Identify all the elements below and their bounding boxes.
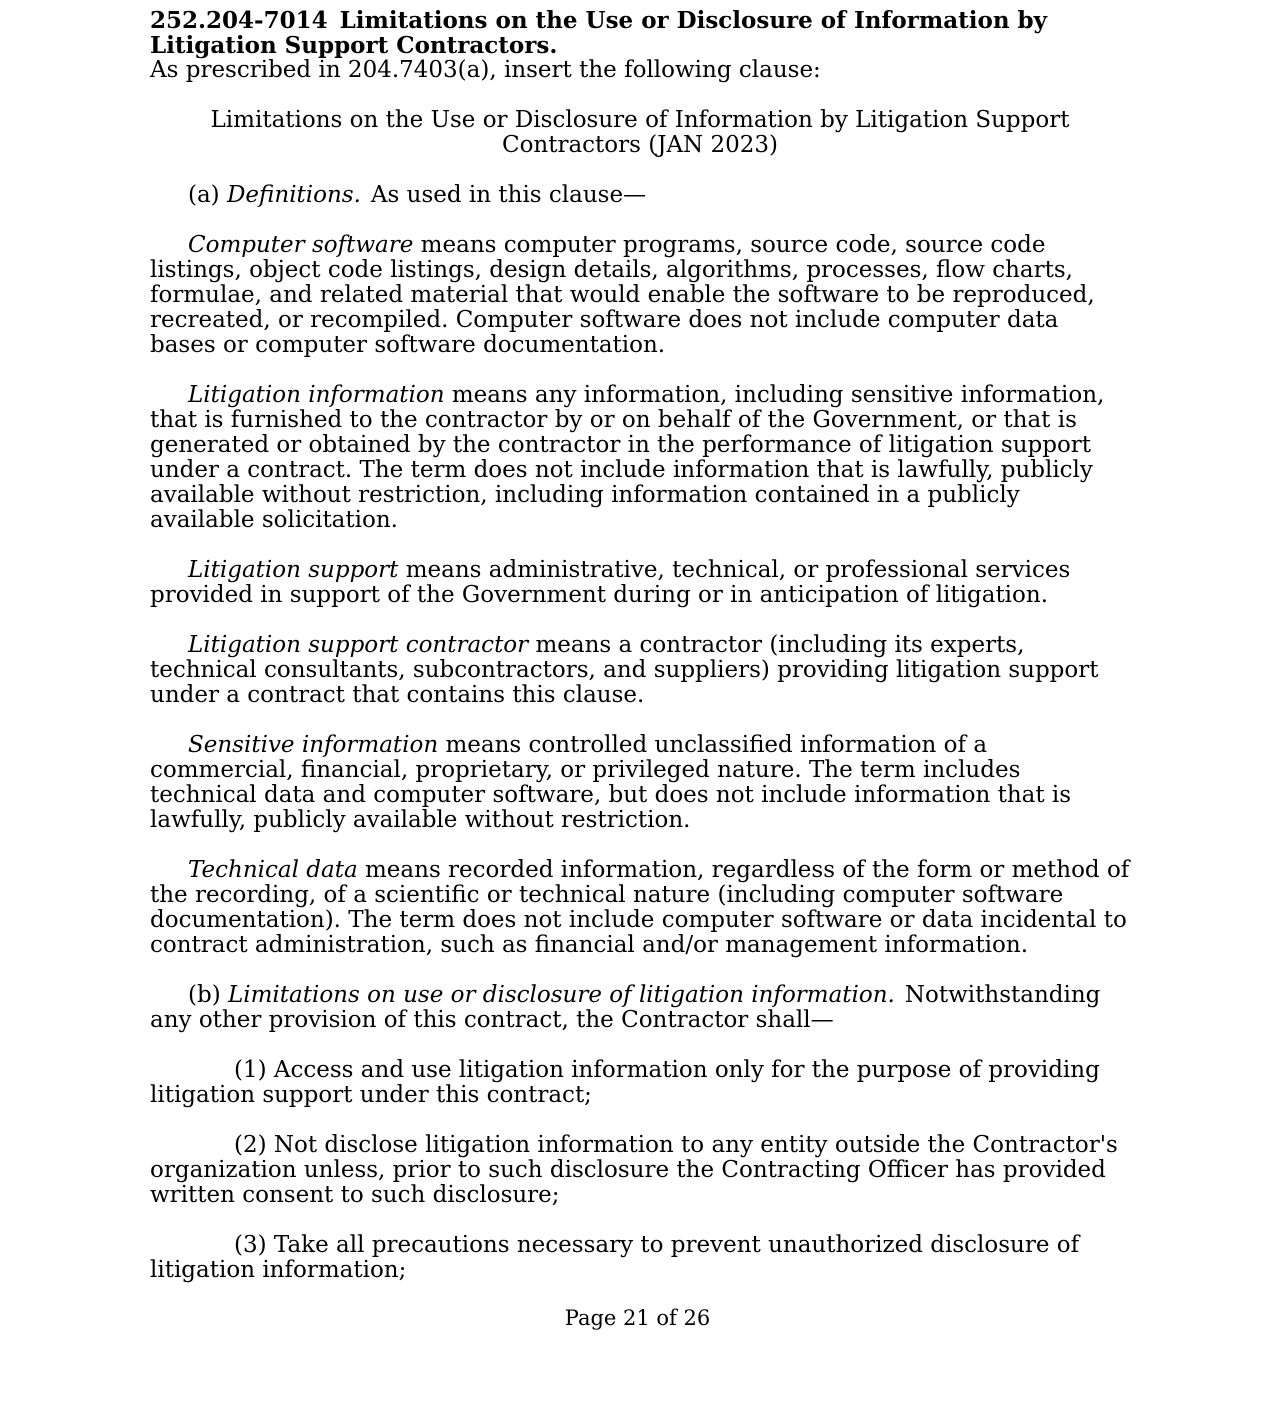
definition-text: means recorded information, regardless of the form or method of the recording, of a scientific or technical nature (including computer software documentation). The term does not include computer software or data incidental to contract administration, such as financial and/or management information. — [150, 857, 1130, 958]
paragraph-b-text: Notwithstanding any other provision of this contract, the Contractor shall— — [150, 982, 1101, 1033]
document-page — [150, 8, 1130, 1283]
definition-term: Computer software — [188, 232, 414, 258]
page-number: Page 21 of 26 — [564, 1306, 711, 1330]
paragraph-a-prefix: (a) — [188, 182, 227, 208]
definition-term: Sensitive information — [188, 732, 439, 758]
definition-text: means administrative, technical, or professional services provided in support of the Government during or in anticipation of litigation. — [150, 557, 1071, 608]
definition-litigation-support — [150, 558, 1130, 608]
definition-computer-software — [150, 233, 1130, 358]
clause-title-line-2: Contractors (JAN 2023) — [501, 132, 779, 158]
paragraph-b — [150, 983, 1130, 1033]
paragraph-b-term: Limitations on use or disclosure of litigation information. — [227, 982, 895, 1008]
definition-text: means any information, including sensitive information, that is furnished to the contractor by or on behalf of the Government, or that is generated or obtained by the contractor in the performance of litigation support under a contract. The term does not include information that is lawfully, publicly available without restriction, including information contained in a publicly available solicitation. — [150, 382, 1105, 533]
paragraph-b-prefix: (b) — [188, 982, 228, 1008]
definition-sensitive-information — [150, 733, 1130, 833]
clause-title — [150, 108, 1130, 158]
definition-text: means controlled unclassified information of a commercial, financial, proprietary, or privileged nature. The term includes technical data and computer software, but does not include information that is lawfully, publicly available without restriction. — [150, 732, 1072, 833]
definition-term: Litigation information — [188, 382, 445, 408]
list-item: (3) Take all precautions necessary to prevent unauthorized disclosure of litigation information; — [150, 1232, 1080, 1283]
prescription-text: As prescribed in 204.7403(a), insert the following clause: — [150, 57, 821, 83]
clause-heading — [150, 8, 1130, 58]
definition-text: means computer programs, source code, source code listings, object code listings, design details, algorithms, processes, flow charts, formulae, and related material that would enable the software to be reproduced, recreated, or recompiled. Computer software does not include computer data bases or computer software documentation. — [150, 232, 1095, 358]
definition-term: Technical data — [188, 857, 358, 883]
definition-term: Litigation support contractor — [188, 632, 529, 658]
list-item: (2) Not disclose litigation information to any entity outside the Contractor's organization unless, prior to such disclosure the Contracting Officer has provided written consent to such disclosure; — [150, 1132, 1118, 1208]
definition-term: Litigation support — [188, 557, 399, 583]
list-item: (1) Access and use litigation information only for the purpose of providing litigation support under this contract; — [150, 1057, 1100, 1108]
definition-text: means a contractor (including its experts, technical consultants, subcontractors, and suppliers) providing litigation support under a contract that contains this clause. — [150, 632, 1099, 708]
paragraph-a-text: As used in this clause— — [370, 182, 647, 208]
definition-technical-data — [150, 858, 1130, 958]
paragraph-a-term: Definitions. — [226, 182, 361, 208]
definition-litigation-support-contractor — [150, 633, 1130, 708]
paragraph-a — [150, 183, 1130, 208]
clause-heading-title: Limitations on the Use or Disclosure of Information by Litigation Support Contractors. — [150, 7, 1047, 59]
clause-title-line-1: Limitations on the Use or Disclosure of Information by Litigation Support — [210, 107, 1070, 133]
definition-litigation-information — [150, 383, 1130, 533]
clause-number: 252.204-7014 — [150, 7, 328, 34]
